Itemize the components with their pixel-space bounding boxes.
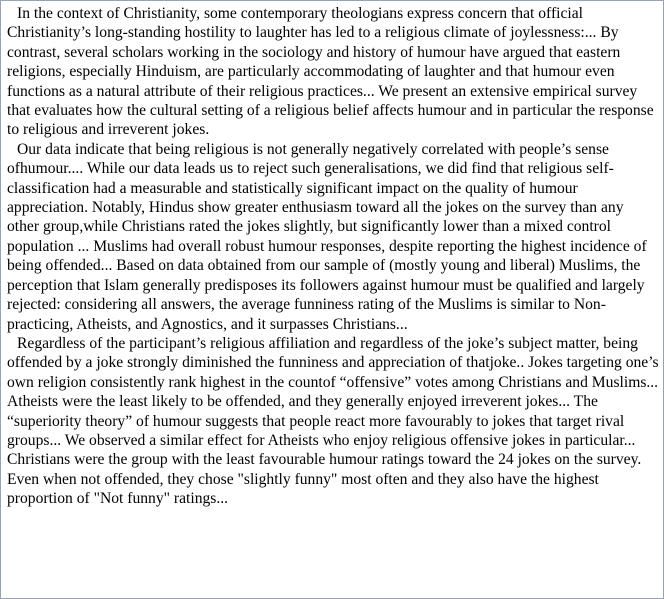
paragraph-2: Our data indicate that being religious is not generally negatively correlated with people’s sense ofhumour.... While our data leads us to reject such generalisations, we did find that religious self-classification had a measurable and statistically significant impact on the quality of humour appreciation. Notably, Hindus show greater enthusiasm toward all the jokes on the survey than any other group,while Christians rated the jokes slightly, but significantly lower than a mixed control population ... Muslims had overall robust humour responses, despite reporting the highest incidence of being offended... Based on data obtained from our sample of (mostly young and liberal) Muslims, the perception that Islam generally predisposes its followers against humour must be qualified and largely rejected: considering all answers, the average funniness rating of the Muslims is similar to Non-practicing, Atheists, and Agnostics, and it surpasses Christians... <box>7 140 647 333</box>
document-body <box>7 4 659 509</box>
paragraph-3: Regardless of the participant’s religious affiliation and regardless of the joke’s subject matter, being offended by a joke strongly diminished the funniness and appreciation of thatjoke.. Jokes targeting one’s own religion consistently rank highest in the countof “offensive” votes among Christians and Muslims... Atheists were the least likely to be offended, and they generally enjoyed irreverent jokes... The “superiority theory” of humour suggests that people react more favourably to jokes that target rival groups... We observed a similar effect for Atheists who enjoy religious offensive jokes in particular... Christians were the group with the least favourable humour ratings toward the 24 jokes on the survey. Even when not offended, they chose "slightly funny" most often and they also have the highest proportion of "Not funny" ratings... <box>7 334 659 508</box>
paragraph-1: In the context of Christianity, some contemporary theologians express concern that official Christianity’s long-standing hostility to laughter has led to a religious climate of joylessness:... By contrast, several scholars working in the sociology and history of humour have argued that eastern religions, especially Hinduism, are particularly accommodating of laughter and that humour even functions as a natural attribute of their religious practices... We present an extensive empirical survey that evaluates how the cultural setting of a religious belief affects humour and in particular the response to religious and irreverent jokes. <box>7 5 654 139</box>
